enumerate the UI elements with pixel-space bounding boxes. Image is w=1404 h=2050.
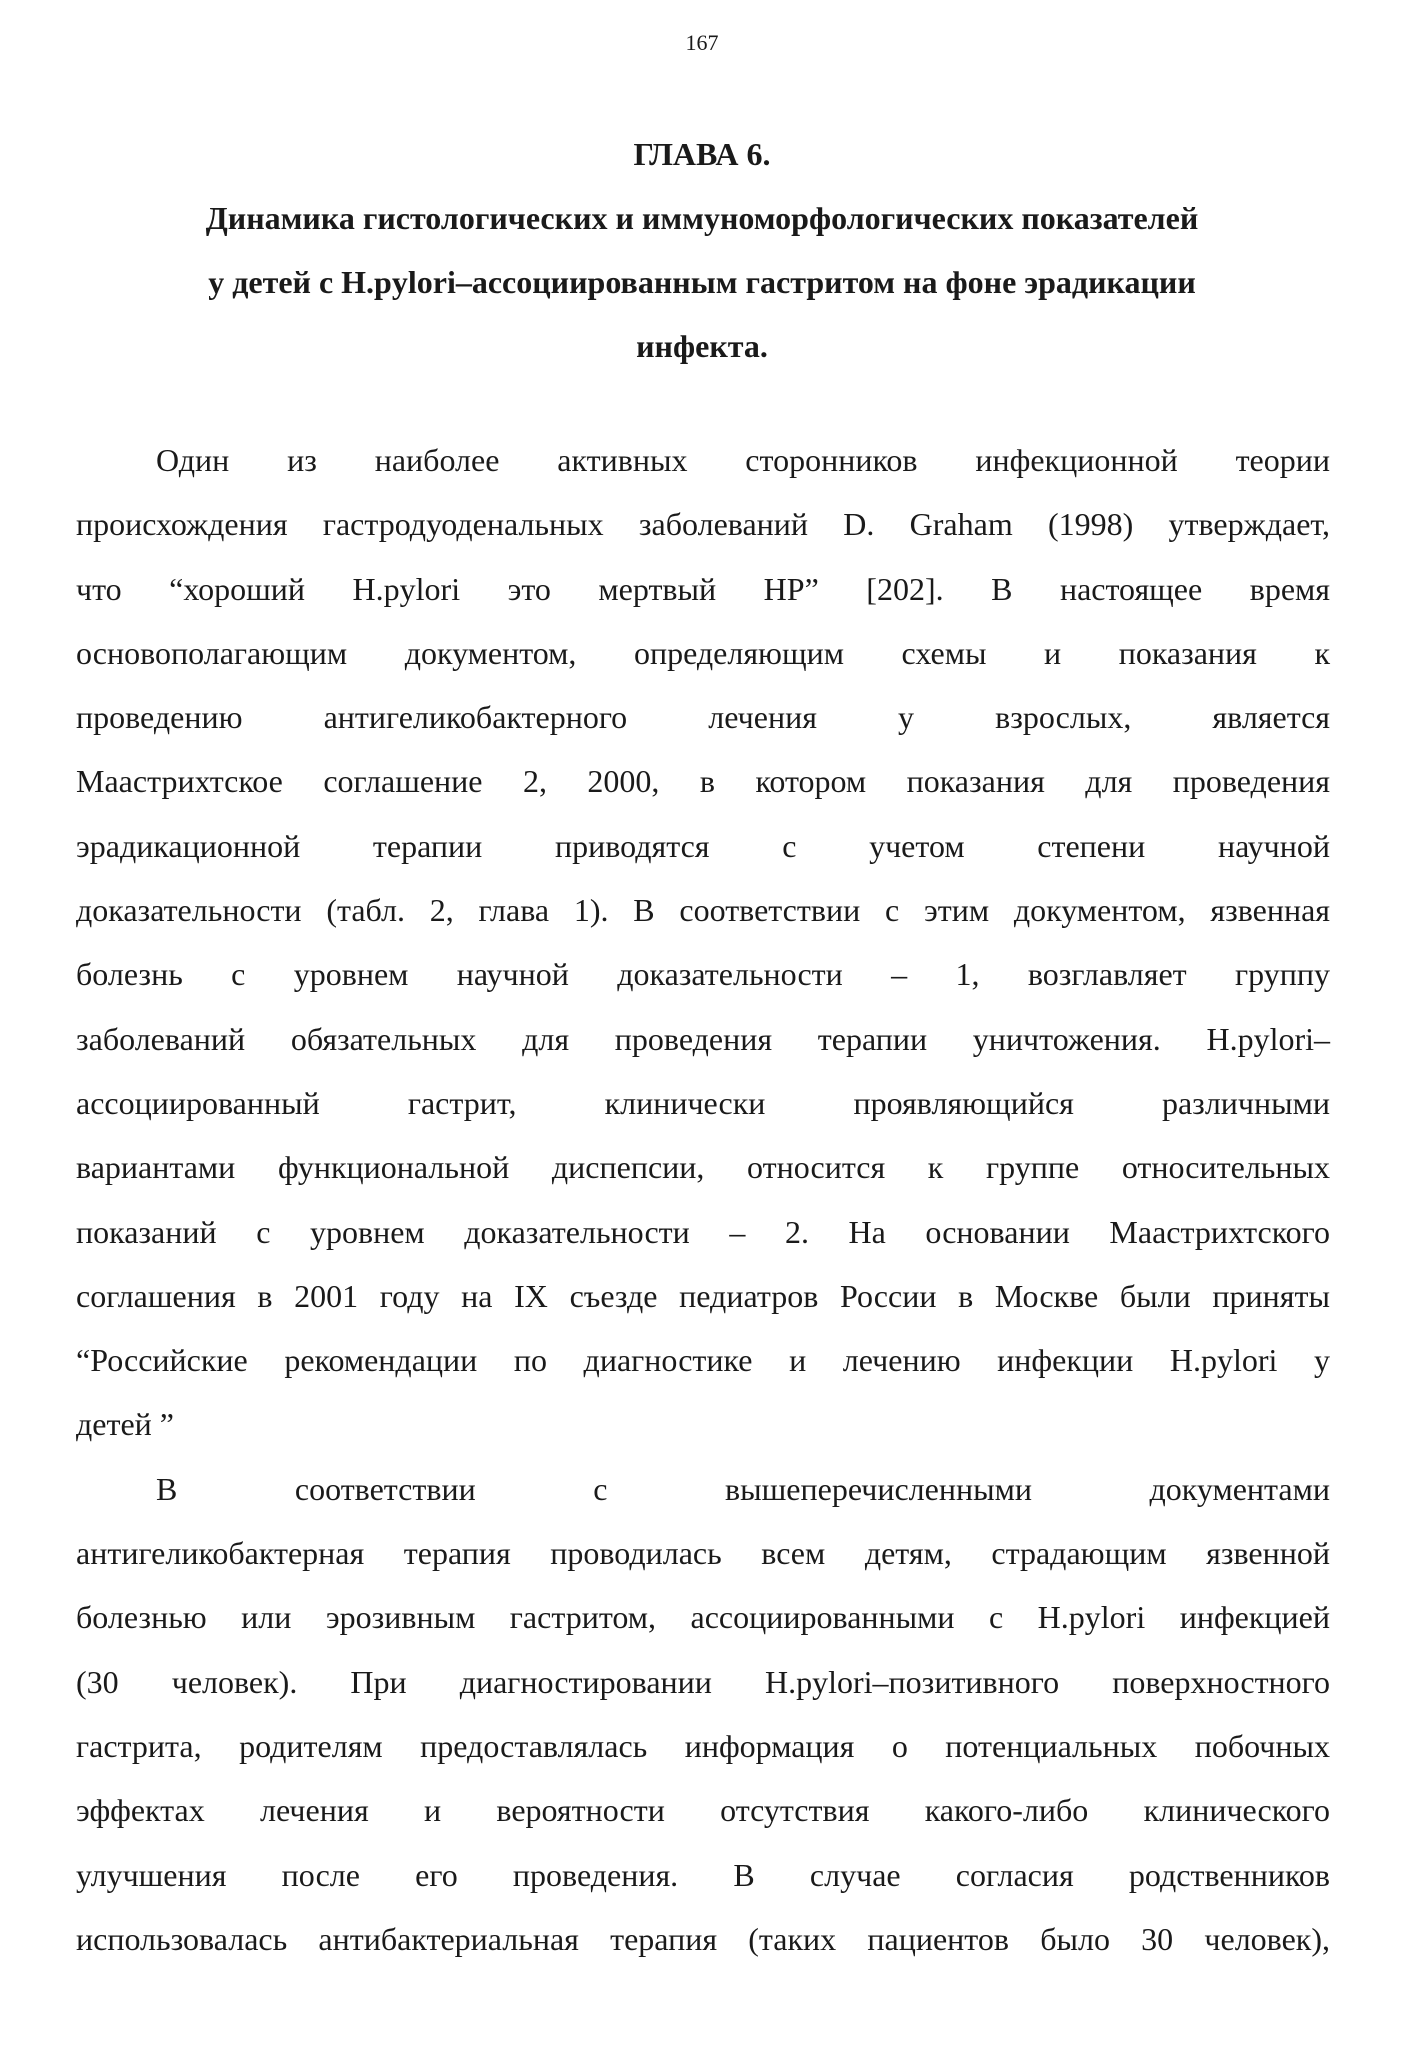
text-line: антигеликобактерная терапия проводилась всем детям, страдающим язвенной <box>76 1535 1330 1572</box>
text-line: заболеваний обязательных для проведения терапии уничтожения. H.pylori– <box>76 1020 1330 1057</box>
text-line: что “хороший H.pylori это мертвый HP” [202]. В настоящее время <box>76 570 1330 607</box>
text-line: ассоциированный гастрит, клинически проявляющийся различными <box>76 1084 1330 1121</box>
text-line: эрадикационной терапии приводятся с учетом степени научной <box>76 827 1330 864</box>
chapter-label: ГЛАВА 6. <box>633 136 771 172</box>
text-line: происхождения гастродуоденальных заболеваний D. Graham (1998) утверждает, <box>76 506 1330 543</box>
text-line: болезнью или эрозивным гастритом, ассоциированными с H.pylori инфекцией <box>76 1599 1330 1636</box>
text-line: соглашения в 2001 году на IX съезде педиатров России в Москве были приняты <box>76 1277 1330 1314</box>
text-line: гастрита, родителям предоставлялась информация о потенциальных побочных <box>76 1727 1330 1764</box>
chapter-title-line: Динамика гистологических и иммуноморфологических показателей <box>205 200 1199 236</box>
text-line: доказательности (табл. 2, глава 1). В соответствии с этим документом, язвенная <box>76 892 1330 929</box>
text-line: “Российские рекомендации по диагностике и лечению инфекции H.pylori у <box>76 1342 1330 1379</box>
chapter-heading <box>80 122 1324 378</box>
text-line: использовалась антибактериальная терапия (таких пациентов было 30 человек), <box>76 1920 1330 1957</box>
text-line: детей ” <box>76 1406 174 1443</box>
text-line: Один из наиболее активных сторонников инфекционной теории <box>156 442 1330 478</box>
paragraph <box>76 1457 1330 1971</box>
page-number: 167 <box>685 30 719 55</box>
text-line: Маастрихтское соглашение 2, 2000, в котором показания для проведения <box>76 763 1330 800</box>
text-line: эффектах лечения и вероятности отсутствия какого-либо клинического <box>76 1792 1330 1829</box>
text-line: показаний с уровнем доказательности – 2. На основании Маастрихтского <box>76 1213 1330 1250</box>
text-line: (30 человек). При диагностировании H.pylori–позитивного поверхностного <box>76 1663 1330 1700</box>
text-line: основополагающим документом, определяющим схемы и показания к <box>76 634 1330 671</box>
text-line: улучшения после его проведения. В случае согласия родственников <box>76 1856 1330 1893</box>
paragraph <box>76 428 1330 1457</box>
text-line: болезнь с уровнем научной доказательности – 1, возглавляет группу <box>76 956 1330 993</box>
text-line: вариантами функциональной диспепсии, относится к группе относительных <box>76 1149 1330 1186</box>
text-line: проведению антигеликобактерного лечения у взрослых, является <box>76 699 1330 736</box>
body-text <box>76 428 1330 1971</box>
chapter-title-line: у детей с H.pylori–ассоциированным гастритом на фоне эрадикации <box>208 264 1196 300</box>
text-line: В соответствии с вышеперечисленными документами <box>156 1470 1330 1507</box>
chapter-title-line: инфекта. <box>636 328 768 364</box>
